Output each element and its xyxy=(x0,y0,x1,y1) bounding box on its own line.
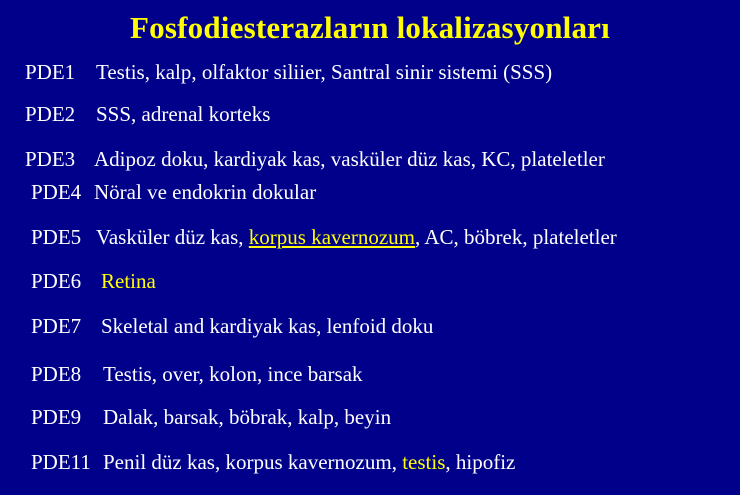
pde-locations: Vasküler düz kas, xyxy=(96,225,249,249)
pde-locations: Dalak, barsak, böbrak, kalp, beyin xyxy=(103,405,392,429)
pde-code: PDE6 xyxy=(31,269,82,293)
pde-row-pde8 xyxy=(31,361,363,387)
pde-locations-highlight: Retina xyxy=(101,269,156,293)
pde-row-pde4 xyxy=(31,179,316,205)
pde-code: PDE1 xyxy=(25,60,76,84)
pde-code: PDE3 xyxy=(25,147,76,171)
pde-locations: Adipoz doku, kardiyak kas, vasküler düz kas, KC, plateletler xyxy=(94,147,605,171)
pde-code: PDE2 xyxy=(25,102,76,126)
pde-code: PDE9 xyxy=(31,405,82,429)
pde-row-pde3 xyxy=(25,146,605,172)
pde-row-pde2 xyxy=(25,101,270,127)
pde-row-pde11 xyxy=(31,449,515,475)
pde-locations: Testis, kalp, olfaktor siliier, Santral sinir sistemi (SSS) xyxy=(96,60,553,84)
pde-locations: Testis xyxy=(103,362,152,386)
pde-locations-rest: , over, kolon, ince barsak xyxy=(151,362,363,386)
pde-locations-rest: , AC, böbrek, plateletler xyxy=(415,225,617,249)
pde-code: PDE7 xyxy=(31,314,82,338)
pde-row-pde5 xyxy=(31,224,617,250)
pde-locations-highlight: testis xyxy=(402,450,446,474)
pde-locations: Nöral ve endokrin dokular xyxy=(94,180,317,204)
slide-title: Fosfodiesterazların lokalizasyonları xyxy=(130,10,610,45)
korpus-kavernozum-link[interactable]: korpus kavernozum xyxy=(248,225,416,249)
pde-code: PDE11 xyxy=(31,450,91,474)
pde-row-pde9 xyxy=(31,404,391,430)
pde-code: PDE5 xyxy=(31,225,82,249)
pde-locations: Penil düz kas, korpus kavernozum, xyxy=(103,450,403,474)
pde-locations: SSS, adrenal korteks xyxy=(96,102,271,126)
pde-row-pde7 xyxy=(31,313,433,339)
pde-row-pde6 xyxy=(31,268,156,294)
pde-code: PDE8 xyxy=(31,362,82,386)
pde-row-pde1 xyxy=(25,59,552,85)
pde-code: PDE4 xyxy=(31,180,82,204)
pde-locations-rest: , hipofiz xyxy=(445,450,516,474)
pde-locations: Skeletal and kardiyak kas, lenfoid doku xyxy=(101,314,434,338)
